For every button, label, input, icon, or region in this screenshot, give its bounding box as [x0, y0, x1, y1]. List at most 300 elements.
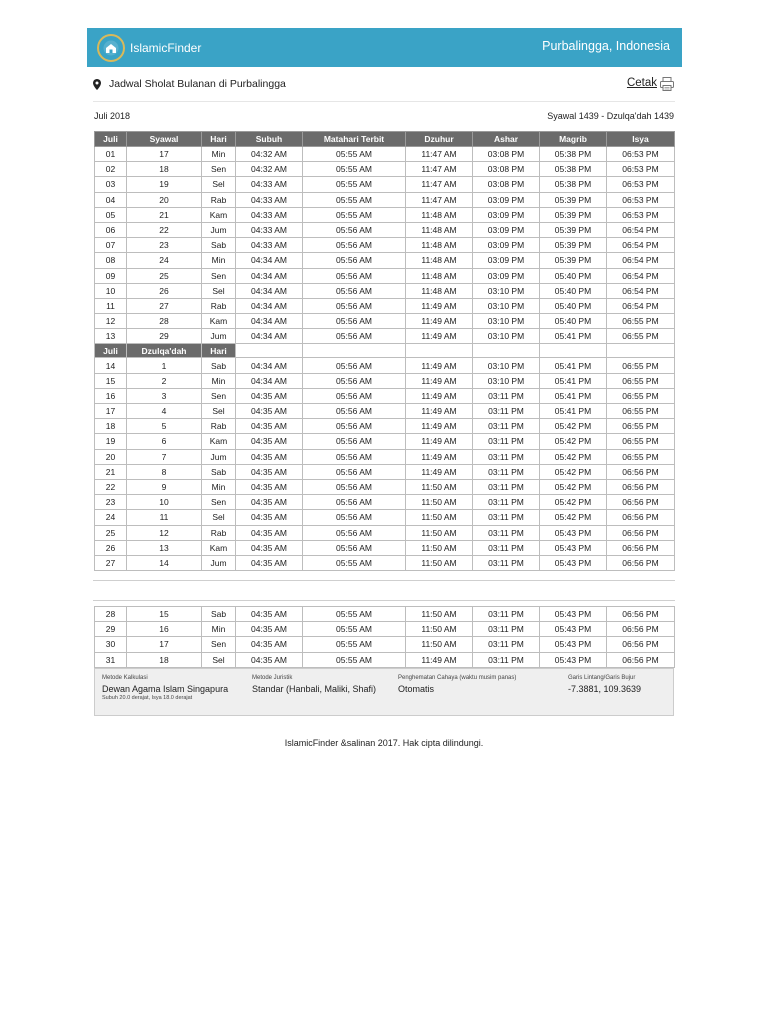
hijri-day: 4 [127, 404, 202, 419]
isya-time: 06:56 PM [607, 464, 675, 479]
ashar-time: 03:10 PM [473, 314, 540, 329]
magrib-time: 05:41 PM [540, 388, 607, 403]
dzuhur-time: 11:48 AM [406, 253, 473, 268]
day-juli: 18 [95, 419, 127, 434]
print-link[interactable]: Cetak [626, 77, 657, 89]
subuh-time: 04:35 AM [236, 388, 303, 403]
isya-time: 06:54 PM [607, 238, 675, 253]
site-header [87, 28, 682, 67]
magrib-time: 05:42 PM [540, 449, 607, 464]
isya-time: 06:55 PM [607, 373, 675, 388]
isya-time: 06:56 PM [607, 525, 675, 540]
day-juli: 30 [95, 637, 127, 652]
hijri-day: 2 [127, 373, 202, 388]
table-row [95, 555, 675, 570]
magrib-time: 05:42 PM [540, 495, 607, 510]
hijri-day: 17 [127, 147, 202, 162]
ashar-time: 03:11 PM [473, 555, 540, 570]
dzuhur-time: 11:49 AM [406, 373, 473, 388]
ashar-time: 03:11 PM [473, 388, 540, 403]
magrib-time: 05:39 PM [540, 222, 607, 237]
hijri-day: 1 [127, 358, 202, 373]
weekday: Rab [202, 192, 236, 207]
sunrise-time: 05:56 AM [303, 525, 406, 540]
subheader-juli: Juli [95, 344, 127, 358]
ashar-time: 03:10 PM [473, 358, 540, 373]
weekday: Sel [202, 652, 236, 667]
dzuhur-time: 11:50 AM [406, 525, 473, 540]
weekday: Sen [202, 162, 236, 177]
dzuhur-time: 11:49 AM [406, 314, 473, 329]
table-row [95, 652, 675, 667]
dzuhur-time: 11:49 AM [406, 404, 473, 419]
table-row [95, 147, 675, 162]
ashar-time: 03:11 PM [473, 434, 540, 449]
calc-method-detail: Subuh 20.0 derajat, Isya 18.0 derajat [102, 695, 193, 701]
hijri-day: 21 [127, 207, 202, 222]
empty-cell [473, 344, 540, 358]
hijri-day: 5 [127, 419, 202, 434]
weekday: Jum [202, 449, 236, 464]
sunrise-time: 05:55 AM [303, 147, 406, 162]
dzuhur-time: 11:47 AM [406, 147, 473, 162]
weekday: Jum [202, 555, 236, 570]
sunrise-time: 05:55 AM [303, 177, 406, 192]
sunrise-time: 05:55 AM [303, 192, 406, 207]
magrib-time: 05:39 PM [540, 253, 607, 268]
mosque-icon [97, 34, 125, 62]
coordinates-label: Garis Lintang/Garis Bujur [568, 675, 636, 681]
day-juli: 04 [95, 192, 127, 207]
subuh-time: 04:33 AM [236, 207, 303, 222]
magrib-time: 05:43 PM [540, 540, 607, 555]
table-row [95, 192, 675, 207]
ashar-time: 03:11 PM [473, 419, 540, 434]
day-juli: 02 [95, 162, 127, 177]
sunrise-time: 05:56 AM [303, 464, 406, 479]
day-juli: 21 [95, 464, 127, 479]
sunrise-time: 05:55 AM [303, 607, 406, 622]
table-row [95, 434, 675, 449]
sunrise-time: 05:56 AM [303, 434, 406, 449]
subuh-time: 04:33 AM [236, 177, 303, 192]
empty-cell [540, 344, 607, 358]
subuh-time: 04:34 AM [236, 298, 303, 313]
juristic-method [252, 675, 376, 694]
subuh-time: 04:34 AM [236, 253, 303, 268]
table-row [95, 495, 675, 510]
hijri-day: 15 [127, 607, 202, 622]
weekday: Kam [202, 314, 236, 329]
col-header-isya: Isya [607, 132, 675, 147]
page-break-divider [93, 600, 675, 601]
hijri-day: 10 [127, 495, 202, 510]
isya-time: 06:56 PM [607, 622, 675, 637]
weekday: Sen [202, 388, 236, 403]
magrib-time: 05:42 PM [540, 434, 607, 449]
sunrise-time: 05:55 AM [303, 622, 406, 637]
sunrise-time: 05:56 AM [303, 314, 406, 329]
sunrise-time: 05:56 AM [303, 373, 406, 388]
calc-method [102, 675, 228, 701]
ashar-time: 03:09 PM [473, 222, 540, 237]
hijri-day: 29 [127, 329, 202, 344]
day-juli: 19 [95, 434, 127, 449]
sunrise-time: 05:56 AM [303, 253, 406, 268]
table-row [95, 329, 675, 344]
isya-time: 06:54 PM [607, 222, 675, 237]
day-juli: 16 [95, 388, 127, 403]
day-juli: 31 [95, 652, 127, 667]
brand-logo[interactable] [97, 32, 201, 63]
subuh-time: 04:35 AM [236, 419, 303, 434]
weekday: Sel [202, 283, 236, 298]
ashar-time: 03:11 PM [473, 540, 540, 555]
weekday: Min [202, 147, 236, 162]
weekday: Rab [202, 298, 236, 313]
isya-time: 06:56 PM [607, 555, 675, 570]
table-row [95, 622, 675, 637]
sunrise-time: 05:56 AM [303, 238, 406, 253]
day-juli: 09 [95, 268, 127, 283]
table-row [95, 222, 675, 237]
hijri-day: 7 [127, 449, 202, 464]
hijri-day: 3 [127, 388, 202, 403]
magrib-time: 05:42 PM [540, 510, 607, 525]
isya-time: 06:56 PM [607, 495, 675, 510]
subuh-time: 04:35 AM [236, 495, 303, 510]
dzuhur-time: 11:50 AM [406, 637, 473, 652]
hijri-day: 22 [127, 222, 202, 237]
dzuhur-time: 11:48 AM [406, 268, 473, 283]
ashar-time: 03:11 PM [473, 404, 540, 419]
sunrise-time: 05:56 AM [303, 358, 406, 373]
weekday: Sel [202, 177, 236, 192]
magrib-time: 05:39 PM [540, 238, 607, 253]
weekday: Sen [202, 495, 236, 510]
weekday: Sel [202, 510, 236, 525]
day-juli: 25 [95, 525, 127, 540]
dzuhur-time: 11:50 AM [406, 607, 473, 622]
isya-time: 06:54 PM [607, 253, 675, 268]
sunrise-time: 05:55 AM [303, 162, 406, 177]
ashar-time: 03:10 PM [473, 283, 540, 298]
empty-cell [236, 344, 303, 358]
isya-time: 06:55 PM [607, 388, 675, 403]
subuh-time: 04:35 AM [236, 622, 303, 637]
table-row [95, 404, 675, 419]
coordinates [568, 675, 641, 694]
ashar-time: 03:11 PM [473, 479, 540, 494]
magrib-time: 05:41 PM [540, 329, 607, 344]
subuh-time: 04:35 AM [236, 434, 303, 449]
sunrise-time: 05:56 AM [303, 495, 406, 510]
isya-time: 06:55 PM [607, 434, 675, 449]
magrib-time: 05:41 PM [540, 373, 607, 388]
footer-copyright: IslamicFinder &salinan 2017. Hak cipta dilindungi. [284, 738, 484, 748]
coordinates-value: -7.3881, 109.3639 [568, 684, 642, 694]
col-header-magrib: Magrib [540, 132, 607, 147]
dzuhur-time: 11:48 AM [406, 207, 473, 222]
subuh-time: 04:33 AM [236, 222, 303, 237]
dzuhur-time: 11:49 AM [406, 464, 473, 479]
isya-time: 06:54 PM [607, 298, 675, 313]
ashar-time: 03:09 PM [473, 253, 540, 268]
col-header-juli: Juli [95, 132, 127, 147]
magrib-time: 05:41 PM [540, 358, 607, 373]
gregorian-month: Juli 2018 [94, 111, 131, 121]
magrib-time: 05:38 PM [540, 162, 607, 177]
weekday: Sel [202, 404, 236, 419]
isya-time: 06:55 PM [607, 449, 675, 464]
month-row [94, 111, 674, 121]
hijri-day: 25 [127, 268, 202, 283]
day-juli: 11 [95, 298, 127, 313]
ashar-time: 03:11 PM [473, 464, 540, 479]
subuh-time: 04:34 AM [236, 329, 303, 344]
ashar-time: 03:11 PM [473, 622, 540, 637]
day-juli: 17 [95, 404, 127, 419]
dzuhur-time: 11:47 AM [406, 177, 473, 192]
table-row [95, 637, 675, 652]
ashar-time: 03:11 PM [473, 652, 540, 667]
juristic-method-value: Standar (Hanbali, Maliki, Shafi) [252, 684, 377, 694]
day-juli: 13 [95, 329, 127, 344]
hijri-months: Syawal 1439 - Dzulqa'dah 1439 [547, 111, 674, 121]
isya-time: 06:53 PM [607, 207, 675, 222]
isya-time: 06:54 PM [607, 268, 675, 283]
hijri-day: 26 [127, 283, 202, 298]
hijri-day: 6 [127, 434, 202, 449]
dzuhur-time: 11:47 AM [406, 162, 473, 177]
dzuhur-time: 11:50 AM [406, 495, 473, 510]
sunrise-time: 05:56 AM [303, 298, 406, 313]
magrib-time: 05:39 PM [540, 192, 607, 207]
col-header-matahari-terbit: Matahari Terbit [303, 132, 406, 147]
day-juli: 29 [95, 622, 127, 637]
magrib-time: 05:40 PM [540, 314, 607, 329]
dzuhur-time: 11:48 AM [406, 222, 473, 237]
subuh-time: 04:35 AM [236, 555, 303, 570]
hijri-day: 8 [127, 464, 202, 479]
sunrise-time: 05:56 AM [303, 329, 406, 344]
subuh-time: 04:34 AM [236, 314, 303, 329]
prayer-times-table-continued [94, 606, 675, 668]
table-row [95, 283, 675, 298]
day-juli: 26 [95, 540, 127, 555]
hijri-day: 27 [127, 298, 202, 313]
day-juli: 03 [95, 177, 127, 192]
day-juli: 05 [95, 207, 127, 222]
hijri-day: 20 [127, 192, 202, 207]
subheader-hari: Hari [202, 344, 236, 358]
day-juli: 22 [95, 479, 127, 494]
map-pin-icon [93, 79, 101, 90]
calculation-info-box [94, 668, 674, 716]
table-row [95, 525, 675, 540]
sunrise-time: 05:56 AM [303, 404, 406, 419]
sunrise-time: 05:56 AM [303, 510, 406, 525]
dzuhur-time: 11:50 AM [406, 510, 473, 525]
dzuhur-time: 11:49 AM [406, 652, 473, 667]
juristic-method-label: Metode Juristik [252, 675, 293, 681]
weekday: Min [202, 373, 236, 388]
dzuhur-time: 11:50 AM [406, 479, 473, 494]
table-row [95, 419, 675, 434]
sunrise-time: 05:55 AM [303, 207, 406, 222]
ashar-time: 03:10 PM [473, 329, 540, 344]
table-header-row [95, 132, 675, 147]
subuh-time: 04:35 AM [236, 404, 303, 419]
table-row [95, 238, 675, 253]
weekday: Sab [202, 464, 236, 479]
subuh-time: 04:35 AM [236, 464, 303, 479]
title-row [93, 76, 675, 96]
ashar-time: 03:09 PM [473, 268, 540, 283]
ashar-time: 03:11 PM [473, 510, 540, 525]
hijri-day: 23 [127, 238, 202, 253]
subuh-time: 04:35 AM [236, 652, 303, 667]
day-juli: 10 [95, 283, 127, 298]
ashar-time: 03:11 PM [473, 525, 540, 540]
ashar-time: 03:11 PM [473, 449, 540, 464]
ashar-time: 03:11 PM [473, 607, 540, 622]
col-header-dzuhur: Dzuhur [406, 132, 473, 147]
prayer-times-table [94, 131, 675, 571]
dzuhur-time: 11:49 AM [406, 298, 473, 313]
calc-method-value: Dewan Agama Islam Singapura [102, 684, 229, 694]
calc-method-label: Metode Kalkulasi [102, 675, 148, 681]
sunrise-time: 05:55 AM [303, 637, 406, 652]
daylight-saving-label: Penghematan Cahaya (waktu musim panas) [398, 675, 517, 681]
table-row [95, 479, 675, 494]
weekday: Kam [202, 434, 236, 449]
ashar-time: 03:09 PM [473, 238, 540, 253]
col-header-ashar: Ashar [473, 132, 540, 147]
subuh-time: 04:34 AM [236, 268, 303, 283]
day-juli: 08 [95, 253, 127, 268]
empty-cell [406, 344, 473, 358]
ashar-time: 03:09 PM [473, 192, 540, 207]
day-juli: 28 [95, 607, 127, 622]
table-row [95, 449, 675, 464]
ashar-time: 03:10 PM [473, 373, 540, 388]
dzuhur-time: 11:50 AM [406, 540, 473, 555]
subuh-time: 04:34 AM [236, 373, 303, 388]
table-row [95, 373, 675, 388]
isya-time: 06:53 PM [607, 162, 675, 177]
weekday: Kam [202, 207, 236, 222]
table-row [95, 314, 675, 329]
ashar-time: 03:08 PM [473, 177, 540, 192]
printer-icon[interactable] [659, 76, 675, 92]
page-break-divider [93, 580, 675, 581]
isya-time: 06:55 PM [607, 329, 675, 344]
isya-time: 06:56 PM [607, 652, 675, 667]
weekday: Min [202, 622, 236, 637]
isya-time: 06:54 PM [607, 283, 675, 298]
table-subheader-row [95, 344, 675, 358]
ashar-time: 03:09 PM [473, 207, 540, 222]
isya-time: 06:53 PM [607, 177, 675, 192]
header-location: Purbalingga, Indonesia [542, 39, 670, 53]
sunrise-time: 05:55 AM [303, 652, 406, 667]
table-row [95, 607, 675, 622]
daylight-saving-value: Otomatis [398, 684, 435, 694]
isya-time: 06:55 PM [607, 419, 675, 434]
brand-name: IslamicFinder [130, 40, 202, 55]
subuh-time: 04:35 AM [236, 637, 303, 652]
sunrise-time: 05:56 AM [303, 540, 406, 555]
subuh-time: 04:35 AM [236, 449, 303, 464]
page-title: Jadwal Sholat Bulanan di Purbalingga [109, 78, 286, 90]
subuh-time: 04:35 AM [236, 607, 303, 622]
ashar-time: 03:11 PM [473, 637, 540, 652]
table-row [95, 464, 675, 479]
magrib-time: 05:42 PM [540, 479, 607, 494]
table-row [95, 510, 675, 525]
subuh-time: 04:32 AM [236, 147, 303, 162]
subuh-time: 04:35 AM [236, 479, 303, 494]
isya-time: 06:56 PM [607, 479, 675, 494]
magrib-time: 05:39 PM [540, 207, 607, 222]
magrib-time: 05:43 PM [540, 637, 607, 652]
table-row [95, 540, 675, 555]
isya-time: 06:55 PM [607, 404, 675, 419]
hijri-day: 11 [127, 510, 202, 525]
sunrise-time: 05:56 AM [303, 449, 406, 464]
sunrise-time: 05:56 AM [303, 283, 406, 298]
subuh-time: 04:33 AM [236, 192, 303, 207]
empty-cell [303, 344, 406, 358]
dzuhur-time: 11:49 AM [406, 449, 473, 464]
dzuhur-time: 11:49 AM [406, 419, 473, 434]
day-juli: 23 [95, 495, 127, 510]
weekday: Kam [202, 540, 236, 555]
ashar-time: 03:11 PM [473, 495, 540, 510]
weekday: Sab [202, 238, 236, 253]
sunrise-time: 05:56 AM [303, 479, 406, 494]
magrib-time: 05:40 PM [540, 268, 607, 283]
table-row [95, 253, 675, 268]
magrib-time: 05:43 PM [540, 622, 607, 637]
weekday: Rab [202, 419, 236, 434]
magrib-time: 05:43 PM [540, 555, 607, 570]
dzuhur-time: 11:49 AM [406, 434, 473, 449]
dzuhur-time: 11:49 AM [406, 329, 473, 344]
isya-time: 06:53 PM [607, 147, 675, 162]
weekday: Sab [202, 358, 236, 373]
day-juli: 27 [95, 555, 127, 570]
magrib-time: 05:41 PM [540, 404, 607, 419]
magrib-time: 05:42 PM [540, 464, 607, 479]
magrib-time: 05:38 PM [540, 147, 607, 162]
col-header-syawal: Syawal [127, 132, 202, 147]
day-juli: 14 [95, 358, 127, 373]
magrib-time: 05:40 PM [540, 298, 607, 313]
dzuhur-time: 11:48 AM [406, 238, 473, 253]
subuh-time: 04:35 AM [236, 540, 303, 555]
hijri-day: 28 [127, 314, 202, 329]
hijri-day: 9 [127, 479, 202, 494]
ashar-time: 03:08 PM [473, 162, 540, 177]
day-juli: 07 [95, 238, 127, 253]
subuh-time: 04:35 AM [236, 510, 303, 525]
isya-time: 06:53 PM [607, 192, 675, 207]
hijri-day: 19 [127, 177, 202, 192]
magrib-time: 05:43 PM [540, 652, 607, 667]
isya-time: 06:56 PM [607, 540, 675, 555]
